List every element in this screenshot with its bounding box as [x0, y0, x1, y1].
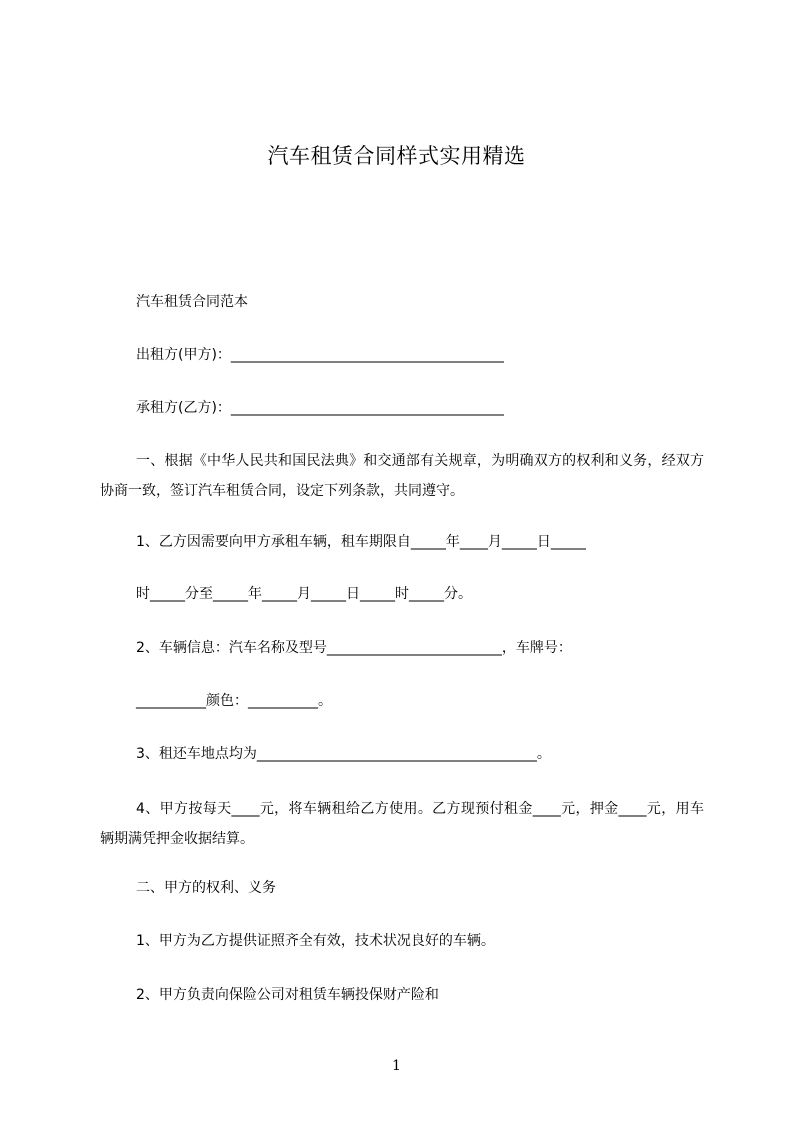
clause-1-line-b: 时_____分至_____年_____月_____日_____时_____分。: [136, 586, 472, 602]
section-two-heading: 二、甲方的权利、义务: [136, 880, 276, 896]
section-two-clause-2: 2、甲方负责向保险公司对租赁车辆投保财产险和: [136, 987, 439, 1003]
clause-2-line-a: 2、车辆信息：汽车名称及型号_________________________，车牌号：: [136, 640, 572, 656]
lessee-line: 承租方(乙方)：_______________________________________: [136, 400, 504, 416]
document-title: 汽车租赁合同样式实用精选: [267, 144, 526, 168]
template-heading: 汽车租赁合同范本: [136, 294, 248, 310]
lessor-line: 出租方(甲方)：_______________________________________: [136, 347, 504, 363]
clause-2-line-b: __________颜色：__________。: [136, 693, 332, 709]
page-number: 1: [392, 1058, 401, 1074]
section-two-clause-1: 1、甲方为乙方提供证照齐全有效，技术状况良好的车辆。: [136, 933, 495, 949]
section-one-paragraph: 一、根据《中华人民共和国民法典》和交通部有关规章，为明确双方的权利和义务，经双方协商一致，签订汽车租赁合同，设定下列条款，共同遵守。: [100, 453, 704, 499]
clause-1-line-a: 1、乙方因需要向甲方承租车辆，租车期限自_____年____月_____日_____: [136, 534, 586, 550]
clause-3-line: 3、租还车地点均为________________________________________。: [136, 746, 551, 762]
clause-4-paragraph: 4、甲方按每天____元，将车辆租给乙方使用。乙方现预付租金____元，押金____元，用车辆期满凭押金收据结算。: [100, 801, 704, 847]
